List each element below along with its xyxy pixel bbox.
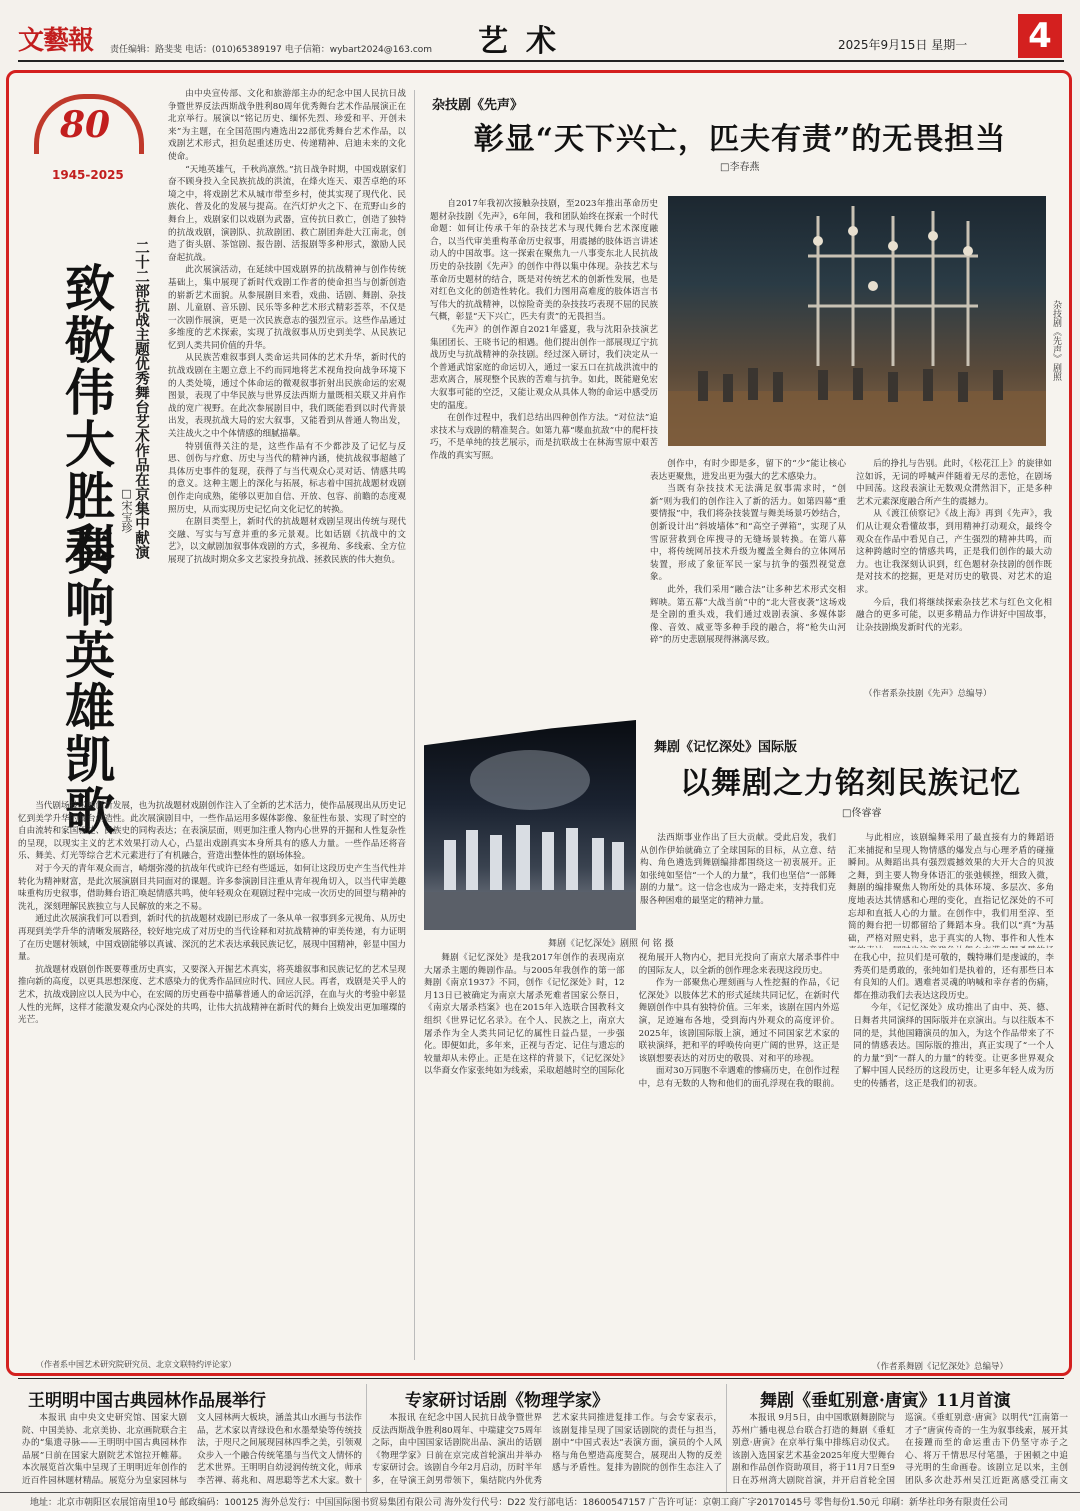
article2-body-main xyxy=(424,952,1054,1350)
column-divider xyxy=(414,90,415,1360)
issue-date: 2025年9月15日 星期一 xyxy=(838,38,968,52)
feature-body-wide xyxy=(18,800,406,1365)
footer-info: 地址：北京市朝阳区农展馆南里10号 邮政编码：100125 海外总发行：中国国际图书贸易集团有限公司 海外发行代号：D22 发行部电话：18600547157 广告许可证：京朝工商广字20170145号 零售每份1.50元 印刷：新华社印务有限责任公司 xyxy=(30,1498,1009,1508)
news1-title: 王明明中国古典园林作品展举行 xyxy=(28,1391,266,1411)
feature-body-narrow xyxy=(168,88,406,798)
paragraph: 特别值得关注的是，这些作品有不少都涉及了记忆与反思、创伤与疗愈、历史与当代的精神内涵，使抗战叙事超越了具体历史事件的复现，获得了与当代观众心灵对话、情感共鸣的意义。这种主题上的深化与拓展，标志着中国抗战题材戏剧创作走向成熟，能够以更加自信、开放、包容、前瞻的态度观照历史，从而实现历史记忆向文化记忆的转换。 xyxy=(168,441,406,515)
paragraph: 今后，我们将继续探索杂技艺术与红色文化相融合的更多可能，以更多精品力作讲好中国故事，让杂技剧焕发新时代的光彩。 xyxy=(856,597,1052,633)
article1-body-col1 xyxy=(430,198,658,698)
paragraph: 自2017年我初次接触杂技剧，至2023年推出革命历史题材杂技剧《先声》，6年间，我和团队始终在探索一个时代命题：如何让传承千年的杂技艺术与现代舞台艺术深度融合，以当代审美重构革命历史叙事，用震撼的肢体语言讲述动人的中国故事。这一探索在聚焦九一八事变东北人民抗战历史的杂技剧《先声》的创作中得以集中体现。杂技艺术与革命历史题材的结合，既是对传统艺术的创新性发展，也是对红色文化的创造性转化。我们力图用高难度的肢体语言书写伟大的抗战精神，以惊险奇美的杂技技巧表现不屈的民族气概，彰显“天下兴亡，匹夫有责”的无畏担当。 xyxy=(430,199,658,323)
paragraph: 作为一部聚焦心理刻画与人性挖掘的作品，《记忆深处》以肢体艺术的形式延续共同记忆，在新时代舞剧创作中具有独特价值。三年来，该剧在国内外巡演，足迹遍布各地，受到海内外观众的高度评价。2025年，该剧国际版上演，通过不同国家艺术家的联袂演绎，把和平的呼唤传向更广阔的世界，这正是该剧想要表达的对历史的敬畏、对和平的珍视。 xyxy=(638,978,840,1064)
article1-author-note: （作者系杂技剧《先声》总编导） xyxy=(864,689,992,699)
acrobatics-stage-scene-icon xyxy=(668,196,1046,446)
editor-info: 责任编辑：路斐斐 电话：(010)65389197 电子信箱：wybart2024@163.com xyxy=(110,45,433,55)
news3-body xyxy=(732,1412,1068,1490)
paragraph: 当既有杂技技术无法满足叙事需求时，“创新”则为我们的创作注入了新的活力。如第四幕“重要情报”中，我们将杂技装置与舞美场景巧妙结合，创新设计出“斜坡墙体”和“高空子弹箱”，实现了从雪原营救到仓库搜寻的无缝场景转换。在第八幕中，将传统网吊技术升级为覆盖全舞台的立体网吊装置，形成了象征军民一家与抗争的强烈视觉意象。 xyxy=(650,484,846,583)
article1-kicker: 杂技剧《先声》 xyxy=(432,98,524,113)
emblem-number: 80 xyxy=(60,104,111,146)
news-column-divider xyxy=(726,1384,727,1492)
paragraph: 从民族苦难叙事到人类命运共同体的艺术升华，新时代的抗战戏剧在主题立意上不约而同地将艺术视角投向战争环境下的人类处境，通过个体命运的微观叙事折射出民族命运的宏观图景，表现了中华民族与世界反法西斯力量既相关联又并肩作战的宽广视野。在此次参展剧目中，我们既能看到以时代背景出发，表现抗战大局的宏大叙事，又能看到从普通人物出发，关注战火之中个体情感的细腻描摹。 xyxy=(168,353,406,440)
paragraph: 创作中，有时少即是多，留下的“少”能让核心表达更聚焦，进发出更为强大的艺术感染力。 xyxy=(650,459,846,482)
paragraph: 舞剧《记忆深处》是我2017年创作的表现南京大屠杀主题的舞剧作品。与2005年我创作的第一部舞剧《南京1937》不同，创作《记忆深处》时，12月13日已被确定为南京大屠杀死难者国家公祭日，《南京大屠杀档案》也在2015年入选联合国教科文组织《世界记忆名录》。在个人、民族之上，南京大屠杀作为全人类共同记忆的属性日益凸显，一步强化。即便如此，多年来，正视与否定、记住与遗忘的较量却从未停止。正是在这样的背景下，《记忆深处》以华裔女作家张纯如为线索，采取超越时空的国际化视角展开人物内心，把目光投向了南京大屠杀事件中的国际友人，以全新的创作理念来表现这段历史。 xyxy=(424,953,840,1077)
article1-title: 彰显“天下兴亡，匹夫有责”的无畏担当 xyxy=(473,122,1007,157)
paragraph: 与此相应，该剧编舞采用了最直接有力的舞蹈语汇来捕捉和呈现人物情感的爆发点与心理矛盾的碰撞瞬间。从舞蹈出具有强烈震撼效果的大开大合的贝波之舞，到主要人物身体语汇的张弛顿挫，细致入微，舞剧的编排聚焦人物所处的具体环境、多层次、多角度地表达其情感和心理的变化，直指记忆深处的不可忘却和直抵人心的力量。在创作中，我们用至淳、至简的舞台把一切都留给了舞蹈本身。我们以“真”为基础，严格对照史料，忠于真实的人物、事件和人性本 xyxy=(848,833,1054,944)
dance-stage-scene-icon xyxy=(424,720,636,930)
paragraph: 此外，我们采用“融合法”让多种艺术形式交相辉映。第五幕“大战当前”中的“北大营夜袭”这场戏是全剧的重头戏，我们通过戏剧表演、多媒体影像、音效、威亚等多种手段的融合，将“枪失山河碎”的历史悲剧展现得淋漓尽致。 xyxy=(650,584,846,646)
paragraph: 本报讯 由中央文史研究馆、国家大剧院、中国美协、北京美协、北京画院联合主办的“集遗寻脉——王明明中国古典园林作品展”日前在国家大剧院艺术馆拉开帷幕。本次展览首次集中呈现了王明明近年创作的近百件园林题材精品。展览分为皇家园林与文人园林两大板块，涵盖其山水画与书法作品，艺术家以青绿设色和水墨晕染等传统技法，于咫尺之间展现园林四季之美，引领观众步入一个融合传统笔墨与当代文人情怀的艺术世界。王明明自幼浸润传统文化，师承李苦禅、蒋兆和、周思聪等艺术大家。数十 xyxy=(22,1413,362,1486)
paragraph: 由中央宣传部、文化和旅游部主办的纪念中国人民抗日战争暨世界反法西斯战争胜利80周年优秀舞台艺术作品展演正在北京举行。展演以“铭记历史、缅怀先烈、珍爱和平、开创未来”为主题，在全国范围内遴选出22部优秀舞台艺术作品，以戏剧艺术形式，担负起重述历史、传递精神、启迪未来的文化使命。 xyxy=(168,89,406,162)
masthead-divider xyxy=(18,60,1064,62)
article1-body-col3 xyxy=(856,458,1052,698)
article2-photo-caption: 舞剧《记忆深处》剧照 何 铭 摄 xyxy=(548,939,674,949)
newspaper-logo: 文藝報 xyxy=(18,26,94,56)
article1-stage-photo xyxy=(668,196,1046,446)
paragraph: 本报讯 在纪念中国人民抗日战争暨世界反法西斯战争胜利80周年、中瑞建交75周年之际，由中国国家话剧院出品、演出的话剧《物理学家》日前在京完成首轮演出并举办专家研讨会。该剧自今年2月启动，历时半年多，在导演王剑男带领下，集结院内外优秀艺术家共同推进复排工作。与会专家表示，该剧复排呈现了国家话剧院的责任与担当，剧中“中国式表达”表演方面，演员的个人风格与角色塑造高度契合，展现出人物的反差感与矛盾性。复排为剧院的创作生态注入了 xyxy=(372,1413,722,1486)
anniversary-emblem xyxy=(22,90,156,190)
emblem-years: 1945-2025 xyxy=(52,168,124,182)
article1-photo-caption: 杂技剧《先声》剧照 xyxy=(1051,300,1061,381)
paragraph: 对于今天的青年观众而言，峭烟弥漫的抗战年代或许已经有些遥远，如何让这段历史产生当代性并转化为精神财富，是此次展演剧目共同面对的课题。许多参演剧目注重从青年视角切入，以当代审美趣味重构历史叙事，借助舞台语汇唤起情感共鸣，使年轻观众在观剧过程中完成一次历史的回望与精神的洗礼，深刻理解民族独立与人民解放的来之不易。 xyxy=(18,863,406,912)
paragraph: 《先声》的创作源自2021年盛夏，我与沈阳杂技演艺集团团长、王晓书记的相遇。他们提出创作一部展现辽宁抗战历史与抗战精神的杂技剧。经过深入研讨，我们决定从一个普通武馆家庭的命运切入，通过一家五口在抗战洪流中的悲欢离合，展现整个民族的苦难与抗争。如此，既能避免宏大叙事可能的空泛，又能让观众从具体人物的命运中感受历史的温度。 xyxy=(430,324,658,411)
paragraph: 在创作过程中，我们总结出四种创作方法。“对位法”追求技术与戏剧的精准契合。如第九幕“喋血抗敌”中的爬杆技巧，不是单纯的技艺展示，而是抗联战士在林海雪原中艰苦作战的真实写照。 xyxy=(430,413,658,461)
feature-author-note: （作者系中国艺术研究院研究员、北京文联特约评论家） xyxy=(36,1360,236,1369)
feature-headline-2: 奏响英雄凯歌 xyxy=(57,525,116,837)
article2-body-col3 xyxy=(848,832,1054,948)
feature-headline-1: 致敬伟大胜利 xyxy=(57,262,116,574)
news3-title: 舞剧《垂虹别意·唐寅》11月首演 xyxy=(760,1391,1011,1411)
paragraph: 本报讯 9月5日，由中国歌剧舞剧院与苏州广播电视总台联合打造的舞剧《垂虹别意·唐寅》在京举行集中排练启动仪式。该剧入选国家艺术基金2025年度大型舞台剧和作品创作资助项目，将于11月7日至9日在苏州湾大剧院首演，并开启首轮全国巡演。《垂虹别意·唐寅》以明代“江南第一才子”唐寅传奇的一生为叙事线索，展开其在接踵而至的命运重击下仍坚守赤子之心、将万千情思尽付笔墨，于困顿之中追寻光明的生命画卷。该剧立足以来，主创团队多次赴苏州吴江近距离感受江南文 xyxy=(732,1413,1068,1486)
news-divider xyxy=(18,1378,1064,1379)
paragraph: 抗战题材戏剧创作既要尊重历史真实，又要深入开掘艺术真实，将英雄叙事和民族记忆的艺术呈现推向新的高度，以更具思想深度、艺术感染力的优秀作品回应时代、回应人民。再者，戏剧是关乎人的艺术，抗战戏剧应以人民为中心，在宏阔的历史画卷中描摹普通人的命运沉浮，在血与火的考验中彰显人性的光辉，这样才能激发观众内心深处的共鸣，让伟大抗战精神在新时代的舞台上焕发出更加璀璨的光芒。 xyxy=(18,964,406,1026)
article2-stage-photo xyxy=(424,720,636,930)
article2-author-note: （作者系舞剧《记忆深处》总编导） xyxy=(872,1362,1009,1372)
paragraph: 从《渡江侦察记》《战上海》再到《先声》，我们从让观众看懂故事，到用精神打动观众，最终令观众在作品中看见自己，产生强烈的精神共鸣，而这种跨越时空的情感共鸣，正是我们创作的最大动力。也让我深刻认识到，红色题材杂技剧的创作既是对技术的挖掘，更是对历史的敬畏、对艺术的追求。 xyxy=(856,509,1052,595)
news2-body xyxy=(372,1412,722,1490)
article2-kicker: 舞剧《记忆深处》国际版 xyxy=(654,740,798,755)
footer xyxy=(0,1492,1080,1511)
article1-byline: □李春燕 xyxy=(720,162,760,173)
page-number: 4 xyxy=(1018,14,1062,58)
paragraph: 通过此次展演我们可以看到，新时代的抗战题材戏剧已形成了一条从单一叙事到多元视角、从历史再现到美学升华的清晰发展路径，较好地完成了对历史的当代诠释和对抗战精神的审美传递，有力证明了在历史题材领域，中国戏剧能够以真诚、深沉的艺术表达承载民族记忆，展现中国精神，彰显中国力量。 xyxy=(18,914,406,963)
feature-byline: □宋宝珍 xyxy=(120,487,133,533)
paragraph: 今年，《记忆深处》成功推出了由中、英、德、日舞者共同演绎的国际版并在京演出。与以往版本不同的是，其他国籍演员的加入，为这个作品带来了不同的情感表达。国际版的推出，真正实现了“一个人的力量”到“一群人的力量”的转变。让更多世界观众了解中国人民经历的这段历史，让更多年轻人成为历史的传播者，这正是我们的初衷。 xyxy=(853,1003,1054,1089)
article1-body-col2 xyxy=(650,458,846,698)
news-column-divider xyxy=(366,1384,367,1492)
section-title: 艺术 xyxy=(478,24,574,59)
article2-title: 以舞剧之力铭刻民族记忆 xyxy=(680,766,1021,801)
article2-body-col2 xyxy=(640,832,836,948)
paragraph: 后的挣扎与告别。此时，《松花江上》的旋律如泣如诉，无词的呼喊声伴随着无尽的悲怆，在剧场中回荡。这段表演让无数观众潸然泪下，正是多种艺术元素深度融合所产生的震撼力。 xyxy=(856,459,1052,507)
article2-byline: □佟睿睿 xyxy=(842,808,882,819)
feature-subtitle: 二十二部抗战主题优秀舞台艺术作品在京集中献演 xyxy=(133,240,150,559)
masthead xyxy=(0,0,1080,68)
news2-title: 专家研讨话剧《物理学家》 xyxy=(405,1391,609,1411)
paragraph: “天地英雄气，千秋尚凛然。”抗日战争时期，中国戏剧家们奋不顾身投入全民族抗战的洪流，在烽火连天、艰苦卓绝的环境之中，将戏剧艺术从城市带至乡村，使其实现了现代化、民族化、普及化的发展与提高。在汽灯炉火之下、在荒野山乡的舞台上，戏剧家们以戏剧为武器，宣传抗日救亡，创造了独特的抗战戏剧，演剧队、抗敌剧团、救亡剧团奔赴大江南北，创造了街头剧、茶馆剧、报告剧、活报剧等多种形式，激励人民奋起抗战。 xyxy=(168,164,406,263)
paragraph: 此次展演活动，在延续中国戏剧界的抗战精神与创作传统基础上，集中展现了新时代戏剧工作者的使命担当与创新创造的崭新艺术面貌。从参展剧目来看，戏曲、话剧、舞剧、杂技剧、儿童剧、音乐剧、民乐等多种艺术形式精彩荟萃，不仅是一次剧作展演，更是一次民族意志的强烈宣示。这些作品通过多维度的艺术探索，实现了抗战叙事从历史到美学、从民族记忆到人类共同价值的升华。 xyxy=(168,265,406,351)
paragraph: 面对30万同胞不幸遇难的惨痛历史，在创作过程中，总有无数的人物和他们的面孔浮现在我的眼前。在我心中，拉贝们是可敬的，魏特琳们是虔诚的，李秀英们是勇敢的，张纯如们是执着的，还有那些日本有良知的人们。遇难者灵魂的呐喊和幸存者的伤痛，都在推动我们去表达这段历史。 xyxy=(638,953,1054,1089)
paragraph: 当代剧场技术的创新发展，也为抗战题材戏剧创作注入了全新的艺术活力，使作品展现出从历史记忆到美学升华的舞台创造性。此次展演剧目中，一些作品运用多媒体影像、象征性布景、实现了时空的自由流转和家国叙述、民族史的同构表达；在表演层面，则更加注重人物内心世界的开掘和人性复杂性的呈现，以现实主义的艺术效果打动人心，凸显出戏剧真实本身所具有的感人力量。一些作品还将音乐、舞美、灯光等综合艺术元素进行了有机融合，营造出整体性的剧场体验。 xyxy=(18,801,406,862)
paragraph: 法西斯事业作出了巨大贡献。受此启发，我们从创作伊始就确立了全球国际的目标，从立意、结构、角色遴选到舞剧编排都围绕这一初衷展开。正如张纯如坚信“一个人的力量”，我们也坚信“一部舞剧的力量”。这一信念也成为一路走来，支持我们克服各种困难的最坚定的精神力量。 xyxy=(640,833,836,906)
paragraph: 在剧目类型上，新时代的抗战题材戏剧呈现出传统与现代交融、写实与写意并重的多元景观。比如话剧《抗战中的文艺》，以文献剧加叙事体戏剧的方式，多视角、多线索、全方位展现了抗战时期众多文艺家投身抗战、拯救民族的伟大抱负。 xyxy=(168,517,406,565)
news1-body xyxy=(22,1412,362,1490)
